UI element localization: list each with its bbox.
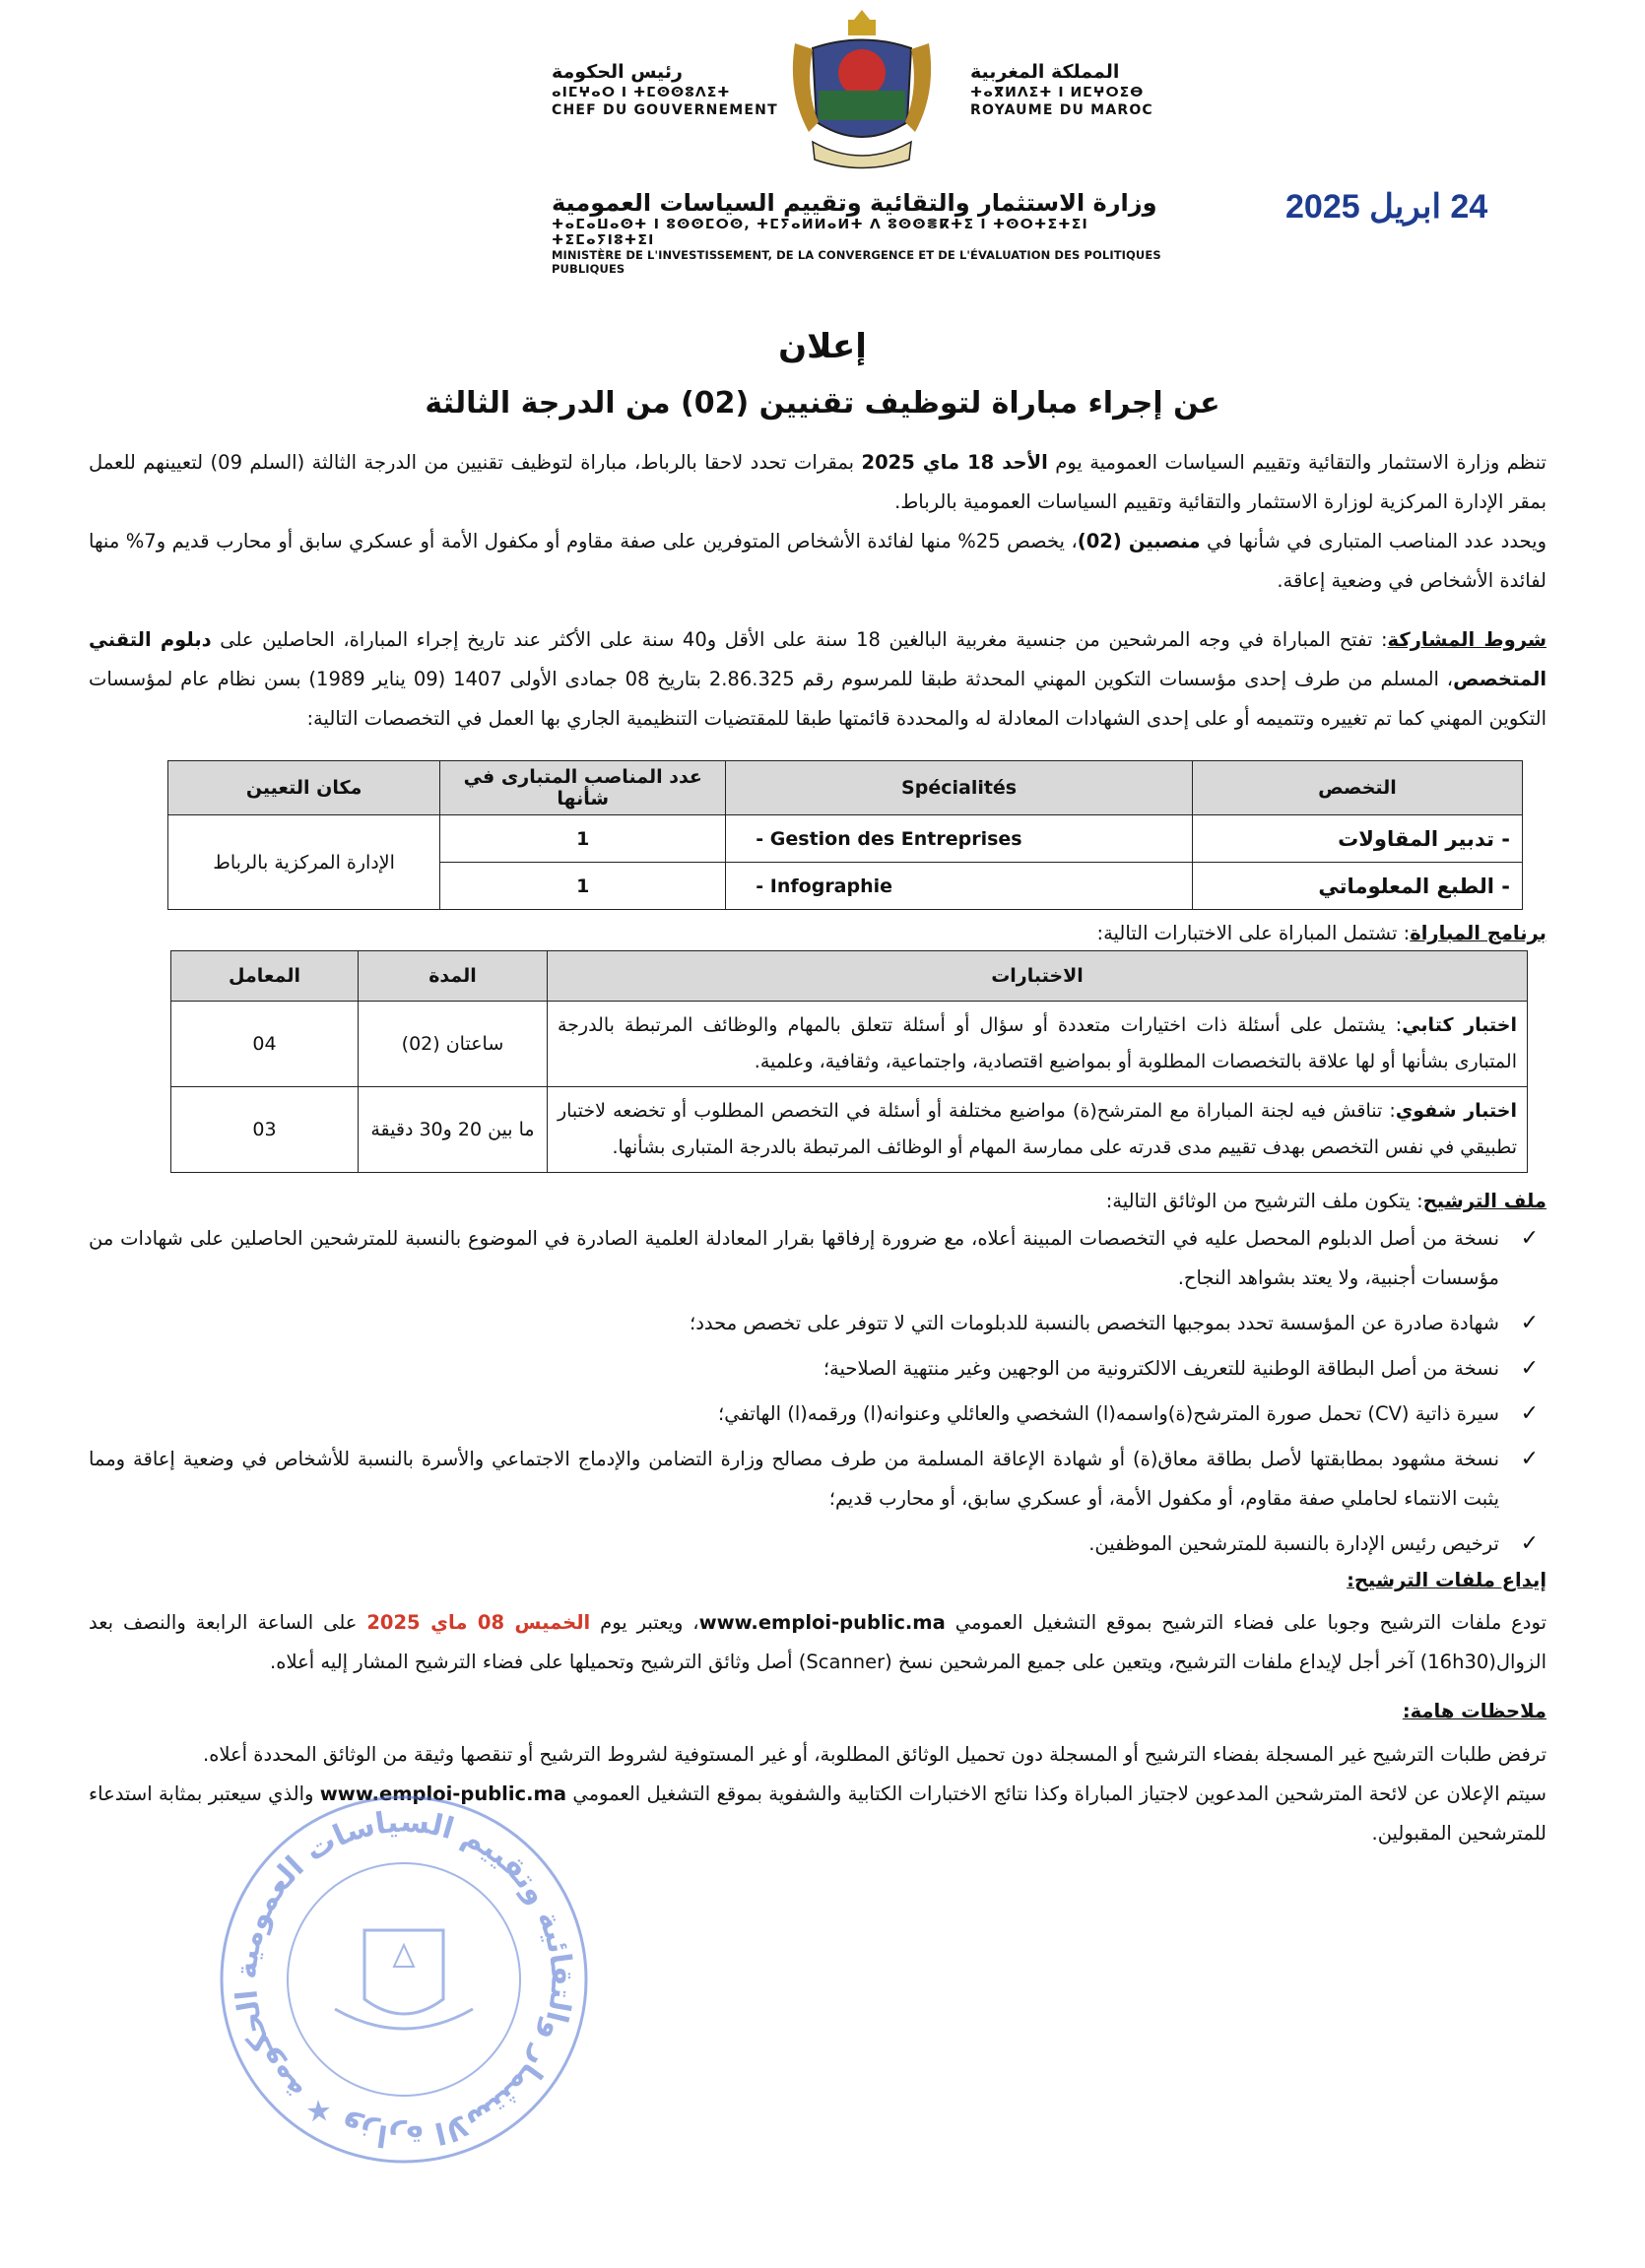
notes-title: ملاحظات هامة: [1402, 1700, 1546, 1722]
specialty-ar: - الطبع المعلوماتي [1192, 863, 1522, 910]
official-stamp [207, 1782, 601, 2176]
checkmark-icon: ✓ [1520, 1447, 1539, 1471]
checkmark-icon: ✓ [1520, 1226, 1539, 1251]
positions-count: 1 [440, 863, 726, 910]
kingdom-tifinagh: ⵜⴰⴳⵍⴷⵉⵜ ⵏ ⵍⵎⵖⵔⵉⴱ [970, 85, 1145, 100]
specialty-fr: - Infographie [726, 863, 1193, 910]
program-line [89, 914, 1546, 953]
exam-coefficient: 04 [171, 1002, 359, 1087]
deposit-text: ، ويعتبر يوم [590, 1611, 699, 1634]
document-text: ترخيص رئيس الإدارة بالنسبة للمترشحين الموظفين. [1088, 1532, 1499, 1555]
program-heading: برنامج المباراة [1410, 922, 1546, 944]
intro-paragraph-2 [89, 522, 1546, 601]
document-text: شهادة صادرة عن المؤسسة تحدد بموجبها التخصص بالنسبة للدبلومات التي لا تتوفر على تخصص محدد؛ [690, 1312, 1499, 1334]
specialty-ar: - تدبير المقاولات [1192, 815, 1522, 863]
diploma-required: دبلوم التقني المتخصص [89, 628, 1547, 690]
chief-fr: CHEF DU GOUVERNEMENT [552, 102, 778, 118]
notes-text: والذي سيعتبر بمثابة استدعاء للمترشحين المقبولين. [89, 1782, 1546, 1845]
kingdom-text [970, 61, 1226, 118]
header-positions: عدد المناصب المتبارى في شأنها [440, 761, 726, 815]
exam-duration: ما بين 20 و30 دقيقة [358, 1087, 547, 1173]
deposit-paragraph [89, 1603, 1546, 1682]
exam-label: اختبار كتابي [1402, 1014, 1518, 1036]
header-specialty-fr: Spécialités [726, 761, 1193, 815]
header-coefficient: المعامل [171, 951, 359, 1002]
checkmark-icon: ✓ [1520, 1531, 1539, 1556]
table-header-row [171, 951, 1528, 1002]
conditions-text: : تفتح المباراة في وجه المرشحين من جنسية مغربية البالغين 18 سنة على الأقل و40 سنة على الأكثر عند تاريخ إجراء المباراة، الحاصلين على [211, 628, 1388, 651]
kingdom-fr: ROYAUME DU MAROC [970, 102, 1153, 118]
exam-description [547, 1087, 1527, 1173]
chief-ar: رئيس الحكومة [552, 61, 683, 83]
conditions-heading: شروط المشاركة [1387, 628, 1546, 651]
file-heading: ملف الترشيح [1422, 1190, 1546, 1212]
header-specialty-ar: التخصص [1192, 761, 1522, 815]
notes-paragraph-1: ترفض طلبات الترشيح غير المسجلة بفضاء الترشيح أو المسجلة دون تحميل الوثائق المطلوبة، أو غير المستوفية لشروط الترشيح أو تنقصها وثيقة من الوثائق المحددة أعلاه. [203, 1743, 1546, 1766]
intro-text: ، يخصص 25% منها لفائدة الأشخاص المتوفرين على صفة مقاوم أو مكفول الأمة أو عسكري سابق أو محارب قديم و7% منها لفائدة الأشخاص في وضعية إعاقة. [89, 530, 1546, 592]
ministry-fr: MINISTÈRE DE L'INVESTISSEMENT, DE LA CONVERGENCE ET DE L'ÉVALUATION DES POLITIQUES PUBLIQUES [552, 248, 1161, 276]
documents-checklist [89, 1219, 1546, 1570]
notes-heading [89, 1692, 1546, 1731]
deposit-heading [89, 1561, 1546, 1600]
header-duration: المدة [358, 951, 547, 1002]
file-text: : يتكون ملف الترشيح من الوثائق التالية: [1105, 1190, 1423, 1212]
conditions-paragraph [89, 620, 1546, 739]
positions-count: 1 [440, 815, 726, 863]
notes-text: سيتم الإعلان عن لائحة المترشحين المدعوين لاجتياز المباراة وكذا نتائج الاختبارات الكتابية والشفوية بموقع التشغيل العمومي [565, 1782, 1546, 1805]
program-text: : تشتمل المباراة على الاختبارات التالية: [1096, 922, 1411, 944]
deadline-date: الخميس 08 ماي 2025 [366, 1611, 591, 1634]
specialties-table [167, 760, 1523, 910]
chief-of-government-block [552, 61, 808, 118]
exam-description [547, 1002, 1527, 1087]
list-item [89, 1440, 1546, 1519]
royal-emblem-icon [783, 4, 941, 171]
list-item [89, 1304, 1546, 1343]
ministry-ar: وزارة الاستثمار والتقائية وتقييم السياسات العمومية [552, 189, 1157, 217]
table-row [171, 1002, 1528, 1087]
emploi-public-link[interactable]: www.emploi-public.ma [319, 1782, 566, 1805]
location: الإدارة المركزية بالرباط [168, 815, 440, 910]
specialty-fr: - Gestion des Entreprises [726, 815, 1193, 863]
stamp-text: الحكومة ★ وزارة الاستثمار والتقائية وتقييم السياسات العمومية [229, 1804, 579, 2155]
intro-text: تنظم وزارة الاستثمار والتقائية وتقييم السياسات العمومية يوم [1047, 451, 1546, 474]
ministry-block [552, 189, 1162, 276]
document-text: نسخة مشهود بمطابقتها لأصل بطاقة معاق(ة) أو شهادة الإعاقة المسلمة من طرف مصالح وزارة التضامن والإدماج الاجتماعي والأسرة بالنسبة للأشخاص في وضعية إعاقة ومما يثبت الانتماء لحاملي صفة مقاوم، أو مكفول الأمة، أو عسكري سابق، أو محارب قديم؛ [89, 1448, 1499, 1510]
exam-duration: ساعتان (02) [358, 1002, 547, 1087]
list-item [89, 1394, 1546, 1434]
table-header-row [168, 761, 1523, 815]
file-line [89, 1182, 1546, 1221]
conditions-text: ، المسلم من طرف إحدى مؤسسات التكوين المهني المحدثة طبقا للمرسوم رقم 2.86.325 بتاريخ 08 جمادى الأولى 1407 (09 يناير 1989) بسن نظام عام لمؤسسات التكوين المهني كما تم تغييره وتتميمه أو على إحدى الشهادات المعادلة له والمحددة قائمتها طبقا للمقتضيات التنظيمية الجاري بها العمل في التخصصات التالية: [89, 668, 1546, 730]
svg-text:رئيس الحكومة ★ وزارة الاستثمار [207, 1782, 578, 2154]
document-text: سيرة ذاتية (CV) تحمل صورة المترشح(ة)واسمه(ا) الشخصي والعائلي وعنوانه(ا) ورقمه(ا) الهاتفي؛ [718, 1402, 1499, 1425]
list-item [89, 1219, 1546, 1298]
intro-text: ويحدد عدد المناصب المتبارى في شأنها في [1200, 530, 1546, 552]
date-handwritten: 24 ابريل 2025 [1285, 188, 1488, 226]
exams-table [170, 950, 1528, 1173]
header-exams: الاختبارات [547, 951, 1527, 1002]
table-row [168, 815, 1523, 863]
exam-date: الأحد 18 ماي 2025 [861, 451, 1048, 474]
emploi-public-link[interactable]: www.emploi-public.ma [698, 1611, 946, 1634]
table-row [171, 1087, 1528, 1173]
exam-desc: : يشتمل على أسئلة ذات اختيارات متعددة أو سؤال أو أسئلة تتعلق بالمهام والوظائف المرتبطة بالدرجة المتبارى بشأنها أو لها علاقة بالتخصصات المطلوبة أو بمواضيع اقتصادية، واجتماعية، وثقافية، وعلمية. [557, 1014, 1517, 1072]
list-item [89, 1524, 1546, 1564]
deposit-title: إيداع ملفات الترشيح: [1347, 1569, 1546, 1591]
kingdom-ar: المملكة المغربية [970, 61, 1120, 83]
exam-desc: : تناقش فيه لجنة المباراة مع المترشح(ة) مواضيع مختلفة أو أسئلة في التخصص المطلوب أو تخضعه لاختبار تطبيقي في نفس التخصص بهدف تقييم مدى قدرته على ممارسة المهام أو الوظائف المرتبطة بالدرجة المتبارى بشأنها. [557, 1100, 1517, 1158]
exam-coefficient: 03 [171, 1087, 359, 1173]
intro-paragraph-1 [89, 443, 1546, 522]
checkmark-icon: ✓ [1520, 1311, 1539, 1335]
checkmark-icon: ✓ [1520, 1401, 1539, 1426]
ministry-tifinagh: ⵜⴰⵎⴰⵡⴰⵙⵜ ⵏ ⵓⵙⵙⵎⵔⵙ, ⵜⵎⵢⴰⵍⵍⴰⵍⵜ ⴷ ⵓⵙⵙⴻⴽⵜⵉ ⵏ ⵜⵙⵔⵜⵉⵜⵉⵏ ⵜⵉⵎⴰⵢⵏⵓⵜⵉⵏ [552, 217, 1088, 248]
announcement-subtitle: عن إجراء مباراة لتوظيف تقنيين (02) من الدرجة الثالثة [425, 386, 1220, 421]
deposit-text: تودع ملفات الترشيح وجوبا على فضاء الترشيح بموقع التشغيل العمومي [945, 1611, 1546, 1634]
chief-tifinagh: ⴰⵏⵎⵖⴰⵔ ⵏ ⵜⵎⵙⵙⵓⴷⵉⵜ [552, 85, 731, 100]
checkmark-icon: ✓ [1520, 1356, 1539, 1381]
deposit-text: على الساعة الرابعة والنصف بعد الزوال(16h30) آخر أجل لإيداع ملفات الترشيح، ويتعين على جميع المرشحين نسخ (Scanner) أصل وثائق الترشيح وتحميلها على فضاء الترشيح المشار إليه أعلاه. [89, 1611, 1546, 1673]
document-text: نسخة من أصل الدبلوم المحصل عليه في التخصصات المبينة أعلاه، مع ضرورة إرفاقها بقرار المعادلة العلمية الصادرة في الموضوع بالنسبة للمترشحين الحاصلين على شهادات من مؤسسات أجنبية، ولا يعتد بشواهد النجاح. [89, 1227, 1499, 1289]
announcement-title: إعلان [778, 327, 867, 366]
list-item [89, 1349, 1546, 1389]
header-location: مكان التعيين [168, 761, 440, 815]
positions-count: منصبين (02) [1077, 530, 1201, 552]
exam-label: اختبار شفوي [1395, 1100, 1518, 1122]
document-text: نسخة من أصل البطاقة الوطنية للتعريف الالكترونية من الوجهين وغير منتهية الصلاحية؛ [822, 1357, 1499, 1380]
intro-text: بمقرات تحدد لاحقا بالرباط، مباراة لتوظيف تقنيين من الدرجة الثالثة (السلم 09) لتعيينهم للعمل بمقر الإدارة المركزية لوزارة الاستثمار والتقائية وتقييم السياسات العمومية بالرباط. [89, 451, 1546, 513]
